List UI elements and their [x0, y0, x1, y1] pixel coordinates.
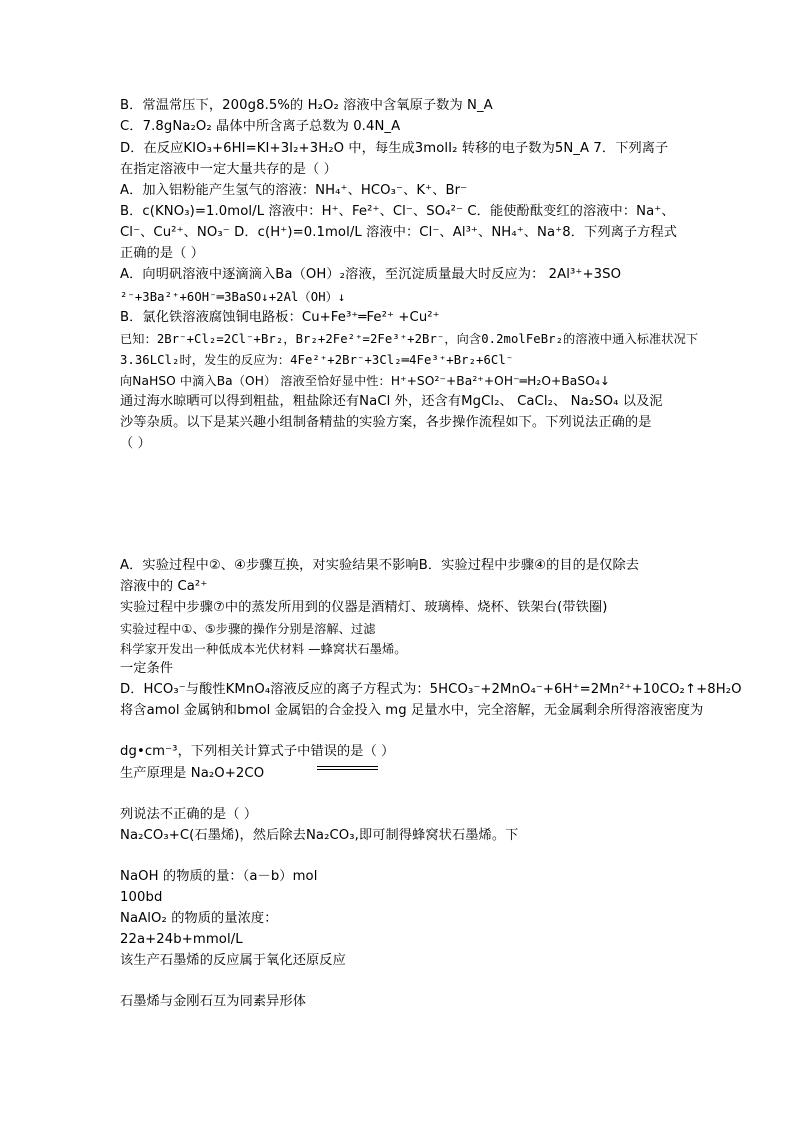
graphene-intro: 科学家开发出一种低成本光伏材料 —蜂窝状石墨烯。 — [120, 642, 407, 656]
q9-option-b-cont: 溶液中的 Ca²⁺ — [120, 579, 208, 594]
q8-option-b: B．氯化铁溶液腐蚀铜电路板：Cu+Fe³⁺═Fe²⁺ +Cu²⁺ — [120, 310, 440, 325]
question-9-stem: 通过海水晾晒可以得到粗盐，粗盐除还有NaCl 外，还含有MgCl₂、 CaCl₂、 Na₂SO₄ 以及泥 — [120, 394, 663, 409]
fraction-denominator: 22a+24b+mmol/L — [120, 932, 243, 947]
q7-option-a: A．加入铝粉能产生氢气的溶液：NH₄⁺、HCO₃⁻、K⁺、Br⁻ — [120, 183, 468, 198]
equals-rule-top — [317, 766, 378, 767]
allotrope-statement: 石墨烯与金刚石互为同素异形体 — [120, 994, 307, 1009]
redox-statement: 该生产石墨烯的反应属于氧化还原反应 — [120, 953, 346, 968]
fraction-numerator: 100bd — [120, 890, 163, 905]
question-8-stem: 正确的是（ ） — [120, 246, 205, 261]
q8-option-d: 向NaHSO 中滴入Ba（OH） 溶液至恰好显中性：H⁺+SO²⁻+Ba²⁺+OH⁻═H₂O+BaSO₄↓ — [120, 374, 611, 388]
q7-option-b-c: B．c(KNO₃)=1.0mol/L 溶液中：H⁺、Fe²⁺、Cl⁻、SO₄²⁻ C．能使酚酞变红的溶液中：Na⁺、 — [120, 204, 675, 219]
q8-option-c-cont: 3.36LCl₂时，发生的反应为：4Fe²⁺+2Br⁻+3Cl₂═4Fe³⁺+Br₂+6Cl⁻ — [120, 353, 514, 367]
q8-option-c: 已知：2Br⁻+Cl₂=2Cl⁻+Br₂，Br₂+2Fe²⁺=2Fe³⁺+2Br⁻，向含0.2molFeBr₂的溶液中通入标准状况下 — [120, 332, 699, 346]
question-7-stem: 在指定溶液中一定大量共存的是（ ） — [120, 162, 337, 177]
option-c-line: C．7.8gNa₂O₂ 晶体中所含离子总数为 0.4N_A — [120, 119, 401, 134]
graphene-reaction-line: Na₂CO₃+C(石墨烯)，然后除去Na₂CO₃,即可制得蜂窝状石墨烯。下 — [120, 828, 519, 843]
hco3-kmno4-line: D．HCO₃⁻与酸性KMnO₄溶液反应的离子方程式为：5HCO₃⁻+2MnO₄⁻+6H⁺=2Mn²⁺+10CO₂↑+8H₂O — [120, 682, 742, 697]
q8-option-a: A．向明矾溶液中逐滴滴入Ba（OH）₂溶液，至沉淀质量最大时反应为： 2Al³⁺+3SO — [120, 267, 622, 282]
equals-rule-bottom — [317, 769, 378, 770]
reaction-condition: 一定条件 — [120, 661, 174, 676]
option-d-line: D．在反应KIO₃+6HI=KI+3I₂+3H₂O 中，每生成3molI₂ 转移的电子数为5N_A 7．下列离子 — [120, 141, 669, 156]
naalo2-concentration: NaAlO₂ 的物质的量浓度： — [120, 911, 278, 926]
q7-option-c-d: Cl⁻、Cu²⁺、NO₃⁻ D．c(H⁺)=0.1mol/L 溶液中：Cl⁻、Al³⁺、NH₄⁺、Na⁺8．下列离子方程式 — [120, 225, 678, 240]
option-b-line: B．常温常压下，200g8.5%的 H₂O₂ 溶液中含氧原子数为 N_A — [120, 98, 493, 113]
q9-option-a-b: A．实验过程中②、④步骤互换，对实验结果不影响B．实验过程中步骤④的目的是仅除去 — [120, 558, 640, 573]
incorrect-statement-stem: 列说法不正确的是（ ） — [120, 807, 258, 822]
question-9-bracket: （ ） — [120, 436, 151, 451]
question-9-stem-cont: 沙等杂质。以下是某兴趣小组制备精盐的实验方案，各步操作流程如下。下列说法正确的是 — [120, 415, 652, 430]
q9-option-c: 实验过程中步骤⑦中的蒸发所用到的仪器是酒精灯、玻璃棒、烧杯、铁架台(带铁圈) — [120, 600, 608, 615]
naoh-amount: NaOH 的物质的量：（a－b）mol — [120, 869, 318, 884]
q9-option-d: 实验过程中①、⑤步骤的操作分别是溶解、过滤 — [120, 622, 376, 636]
production-principle: 生产原理是 Na₂O+2CO — [120, 766, 265, 781]
q8-option-a-cont: ²⁻+3Ba²⁺+6OH⁻═3BaSO↓+2Al（OH）↓ — [120, 290, 346, 304]
density-line: dg•cm⁻³，下列相关计算式子中错误的是（ ） — [120, 744, 395, 759]
na-al-alloy-stem: 将含amol 金属钠和bmol 金属铝的合金投入 mg 足量水中，完全溶解，无金属剩余所得溶液密度为 — [120, 703, 704, 718]
